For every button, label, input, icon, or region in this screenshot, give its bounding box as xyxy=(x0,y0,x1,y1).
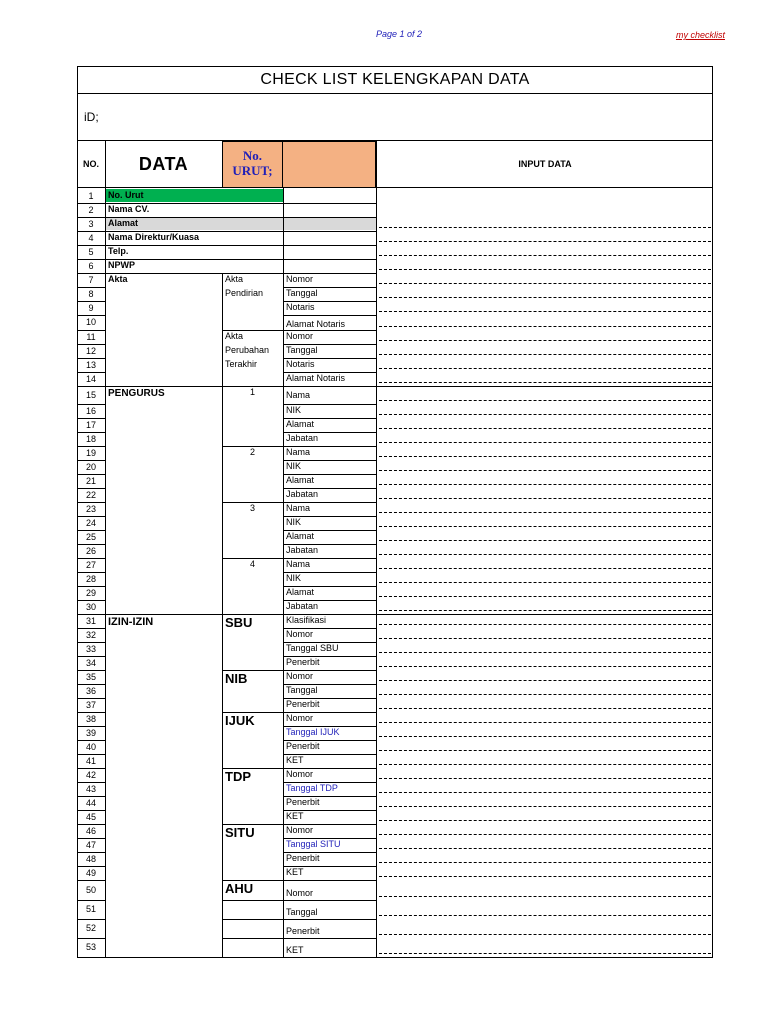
row-line xyxy=(77,938,105,939)
input-line xyxy=(379,442,711,443)
row-number: 19 xyxy=(85,447,96,458)
izin-field-label: Tanggal SBU xyxy=(286,643,339,653)
input-line xyxy=(379,722,711,723)
row-number: 47 xyxy=(85,839,96,850)
row-line xyxy=(77,231,105,232)
input-line xyxy=(379,526,711,527)
akta-field-label: Tanggal xyxy=(286,288,318,298)
input-line xyxy=(379,750,711,751)
row-number: 2 xyxy=(88,204,94,215)
row-line xyxy=(77,344,105,345)
row-number: 23 xyxy=(85,503,96,514)
input-line xyxy=(379,792,711,793)
akta-field-label: Notaris xyxy=(286,359,315,369)
row-line xyxy=(77,488,105,489)
izin-field-label: Nomor xyxy=(286,769,314,779)
pengurus-field-label: Alamat xyxy=(286,587,315,597)
section-divider xyxy=(105,386,713,387)
row-line xyxy=(77,330,105,331)
input-line xyxy=(379,456,711,457)
izin-field-label: Tanggal IJUK xyxy=(286,727,340,737)
input-line xyxy=(379,915,711,916)
pengurus-field-label: NIK xyxy=(286,573,302,583)
input-line xyxy=(379,382,711,383)
group-line xyxy=(222,880,283,881)
data-label: IZIN-IZIN xyxy=(108,616,154,628)
input-line xyxy=(379,241,711,242)
row-line xyxy=(77,628,105,629)
input-line xyxy=(379,638,711,639)
row-line xyxy=(77,698,105,699)
pengurus-field-label: Alamat xyxy=(286,419,315,429)
row-line xyxy=(77,684,105,685)
group-line xyxy=(222,558,283,559)
col-line xyxy=(283,187,284,957)
row-number: 52 xyxy=(85,923,96,933)
izin-group-label: IJUK xyxy=(225,713,255,728)
pengurus-field-label: NIK xyxy=(286,405,302,415)
row-number: 13 xyxy=(85,359,96,370)
row-line xyxy=(77,796,105,797)
row-line xyxy=(77,656,105,657)
pengurus-field-label: Jabatan xyxy=(286,545,319,555)
row-number: 3 xyxy=(88,218,94,229)
izin-field-label: KET xyxy=(286,945,304,955)
pengurus-field-label: Alamat xyxy=(286,531,315,541)
group-line xyxy=(222,446,283,447)
row-line xyxy=(77,866,105,867)
data-label: Alamat xyxy=(108,218,139,228)
data-label: Nama CV. xyxy=(108,204,150,214)
row-number: 35 xyxy=(85,671,96,682)
izin-group-label: SBU xyxy=(225,615,253,630)
input-line xyxy=(379,834,711,835)
izin-field-label: Penerbit xyxy=(286,797,320,807)
column-header-blank xyxy=(283,141,376,188)
col-line xyxy=(222,273,223,957)
row-number: 34 xyxy=(85,657,96,668)
row-number: 11 xyxy=(86,331,96,342)
akta-perubahan-label: Akta xyxy=(225,331,244,341)
input-line xyxy=(379,540,711,541)
field-line xyxy=(283,315,376,316)
row-line xyxy=(105,217,376,218)
row-number: 33 xyxy=(85,643,96,654)
input-line xyxy=(379,820,711,821)
akta-pendirian-label: Akta xyxy=(225,274,244,284)
data-label: No. Urut xyxy=(108,190,144,200)
column-header-no: NO. xyxy=(82,159,99,169)
input-line xyxy=(379,498,711,499)
header-divider xyxy=(77,187,713,188)
row-number: 18 xyxy=(85,433,96,444)
row-number: 6 xyxy=(88,260,94,271)
row-number: 25 xyxy=(85,531,96,542)
row-number: 49 xyxy=(85,867,96,878)
row-line xyxy=(77,273,105,274)
input-line xyxy=(379,554,711,555)
izin-field-label: KET xyxy=(286,755,304,765)
izin-field-label: Penerbit xyxy=(286,657,320,667)
row-number: 4 xyxy=(88,232,94,243)
row-line xyxy=(77,516,105,517)
group-line xyxy=(222,768,283,769)
input-line xyxy=(379,255,711,256)
page-header xyxy=(0,28,768,42)
data-label: PENGURUS xyxy=(108,388,165,399)
col-line xyxy=(376,141,377,957)
izin-field-label: Nomor xyxy=(286,825,314,835)
row-number: 26 xyxy=(85,545,96,556)
row-line xyxy=(77,217,105,218)
row-line xyxy=(77,446,105,447)
row-line xyxy=(77,782,105,783)
row-number: 50 xyxy=(85,884,96,895)
izin-field-label: Penerbit xyxy=(286,741,320,751)
group-line xyxy=(222,919,283,920)
input-line xyxy=(379,876,711,877)
row-number: 27 xyxy=(85,559,96,570)
pengurus-field-label: NIK xyxy=(286,461,302,471)
pengurus-number: 4 xyxy=(250,559,256,569)
row-line xyxy=(77,301,105,302)
pengurus-number: 1 xyxy=(250,387,256,397)
row-line xyxy=(77,600,105,601)
akta-field-label: Alamat Notaris xyxy=(286,319,346,329)
field-line xyxy=(283,938,376,939)
akta-field-label: Nomor xyxy=(286,274,314,284)
input-line xyxy=(379,694,711,695)
input-line xyxy=(379,953,711,954)
row-number: 51 xyxy=(85,904,96,914)
row-number: 38 xyxy=(85,713,96,724)
pengurus-field-label: Nama xyxy=(286,503,311,513)
input-line xyxy=(379,736,711,737)
input-line xyxy=(379,568,711,569)
row-line xyxy=(77,754,105,755)
group-line xyxy=(222,824,283,825)
pengurus-field-label: NIK xyxy=(286,517,302,527)
row-number: 16 xyxy=(85,405,96,416)
input-line xyxy=(379,680,711,681)
input-line xyxy=(379,297,711,298)
row-line xyxy=(77,372,105,373)
highlight-alamat xyxy=(105,217,376,230)
izin-field-label: KET xyxy=(286,811,304,821)
row-line xyxy=(77,386,105,387)
input-line xyxy=(379,512,711,513)
input-line xyxy=(379,610,711,611)
akta-pendirian-label: Pendirian xyxy=(225,288,264,298)
izin-field-label: Tanggal xyxy=(286,907,318,917)
column-header-input: INPUT DATA xyxy=(376,141,713,188)
group-line xyxy=(222,938,283,939)
input-line xyxy=(379,582,711,583)
pengurus-field-label: Jabatan xyxy=(286,433,319,443)
group-line xyxy=(222,670,283,671)
row-number: 48 xyxy=(85,853,96,864)
izin-field-label: Nomor xyxy=(286,629,314,639)
akta-field-label: Tanggal xyxy=(286,345,318,355)
row-number: 22 xyxy=(85,489,96,500)
akta-perubahan-label: Perubahan xyxy=(225,345,270,355)
pengurus-field-label: Nama xyxy=(286,559,311,569)
data-label: Telp. xyxy=(108,246,129,256)
row-number: 46 xyxy=(85,825,96,836)
row-line xyxy=(77,768,105,769)
izin-field-label: Penerbit xyxy=(286,699,320,709)
izin-group-label: NIB xyxy=(225,671,248,686)
row-line xyxy=(77,404,105,405)
section-divider xyxy=(105,614,713,615)
row-line xyxy=(77,544,105,545)
izin-field-label: KET xyxy=(286,867,304,877)
row-number: 44 xyxy=(85,797,96,808)
izin-field-label: Nomor xyxy=(286,888,314,898)
row-line xyxy=(77,824,105,825)
input-line xyxy=(379,414,711,415)
input-line xyxy=(379,311,711,312)
pengurus-number: 3 xyxy=(250,503,256,513)
input-line xyxy=(379,848,711,849)
row-line xyxy=(105,245,376,246)
column-header-urut xyxy=(222,141,283,188)
row-number: 45 xyxy=(85,811,96,822)
row-line xyxy=(77,259,105,260)
field-line xyxy=(283,900,376,901)
group-line xyxy=(222,900,283,901)
row-number: 15 xyxy=(85,389,96,400)
data-label: NPWP xyxy=(108,260,135,270)
row-line xyxy=(77,880,105,881)
input-line xyxy=(379,354,711,355)
input-line xyxy=(379,283,711,284)
row-number: 40 xyxy=(85,741,96,752)
row-line xyxy=(77,740,105,741)
data-label: Akta xyxy=(108,274,128,284)
row-number: 5 xyxy=(88,246,94,257)
row-number: 12 xyxy=(85,345,96,356)
sheet-bottom xyxy=(77,957,713,958)
row-line xyxy=(77,474,105,475)
row-number: 8 xyxy=(88,288,94,299)
row-number: 1 xyxy=(88,190,94,201)
akta-field-label: Notaris xyxy=(286,302,315,312)
input-line xyxy=(379,596,711,597)
input-line xyxy=(379,470,711,471)
row-line xyxy=(77,919,105,920)
izin-field-label: Tanggal SITU xyxy=(286,839,341,849)
column-header-data: DATA xyxy=(138,154,189,174)
row-number: 24 xyxy=(85,517,96,528)
row-line xyxy=(77,432,105,433)
row-number: 10 xyxy=(85,317,96,327)
input-line xyxy=(379,862,711,863)
akta-perubahan-label: Terakhir xyxy=(225,359,258,369)
row-number: 31 xyxy=(85,615,96,626)
row-number: 43 xyxy=(85,783,96,794)
input-line xyxy=(379,666,711,667)
col-line xyxy=(105,141,106,957)
row-line xyxy=(77,900,105,901)
izin-group-label: SITU xyxy=(225,825,255,840)
input-line xyxy=(379,896,711,897)
row-number: 14 xyxy=(85,373,96,384)
row-number: 20 xyxy=(85,461,96,472)
row-line xyxy=(77,502,105,503)
input-line xyxy=(379,400,711,401)
input-line xyxy=(379,227,711,228)
row-line xyxy=(105,259,376,260)
group-line xyxy=(222,712,283,713)
row-line xyxy=(77,245,105,246)
column-header-urut-label: No. URUT; xyxy=(232,148,273,178)
pengurus-field-label: Jabatan xyxy=(286,489,319,499)
row-number: 42 xyxy=(85,769,96,780)
izin-group-label: TDP xyxy=(225,769,251,784)
row-number: 30 xyxy=(85,601,96,612)
pengurus-field-label: Alamat xyxy=(286,475,315,485)
group-line xyxy=(222,502,283,503)
pengurus-field-label: Nama xyxy=(286,390,311,400)
izin-group-label: AHU xyxy=(225,881,254,896)
row-line xyxy=(77,614,105,615)
document-title: CHECK LIST KELENGKAPAN DATA xyxy=(77,66,713,94)
izin-field-label: Nomor xyxy=(286,671,314,681)
row-line xyxy=(77,810,105,811)
input-line xyxy=(379,806,711,807)
izin-field-label: Nomor xyxy=(286,713,314,723)
field-line xyxy=(283,919,376,920)
row-number: 17 xyxy=(85,419,96,430)
input-line xyxy=(379,368,711,369)
pengurus-field-label: Jabatan xyxy=(286,601,319,611)
checklist-sheet xyxy=(77,66,713,966)
row-line xyxy=(77,315,105,316)
input-line xyxy=(379,934,711,935)
row-line xyxy=(77,712,105,713)
row-number: 9 xyxy=(88,302,94,313)
row-number: 21 xyxy=(85,475,96,486)
row-number: 32 xyxy=(85,629,96,640)
input-line xyxy=(379,428,711,429)
input-line xyxy=(379,326,711,327)
input-line xyxy=(379,269,711,270)
row-number: 28 xyxy=(85,573,96,584)
input-line xyxy=(379,708,711,709)
data-label: Nama Direktur/Kuasa xyxy=(108,232,200,242)
row-line xyxy=(77,670,105,671)
row-line xyxy=(77,586,105,587)
row-number: 37 xyxy=(85,699,96,710)
akta-field-label: Alamat Notaris xyxy=(286,373,346,383)
akta-divider xyxy=(222,330,283,331)
izin-field-label: Tanggal xyxy=(286,685,318,695)
row-line xyxy=(77,287,105,288)
row-number: 29 xyxy=(85,587,96,598)
row-line xyxy=(77,642,105,643)
input-line xyxy=(379,340,711,341)
row-line xyxy=(77,203,105,204)
input-line xyxy=(379,652,711,653)
input-line xyxy=(379,764,711,765)
field-line xyxy=(283,880,376,881)
izin-field-label: Tanggal TDP xyxy=(286,783,338,793)
izin-field-label: Penerbit xyxy=(286,853,320,863)
akta-field-label: Nomor xyxy=(286,331,314,341)
row-line xyxy=(77,838,105,839)
row-line xyxy=(77,530,105,531)
row-line xyxy=(77,418,105,419)
row-number: 53 xyxy=(85,942,96,952)
izin-field-label: Penerbit xyxy=(286,926,320,936)
input-line xyxy=(379,624,711,625)
row-number: 7 xyxy=(88,274,94,285)
row-number: 41 xyxy=(85,755,96,766)
row-number: 36 xyxy=(85,685,96,696)
my-checklist-link[interactable]: my checklist xyxy=(675,30,725,40)
input-line xyxy=(379,484,711,485)
izin-field-label: Klasifikasi xyxy=(286,615,327,625)
pengurus-number: 2 xyxy=(250,447,256,457)
id-row xyxy=(77,94,713,141)
page-number: Page 1 of 2 xyxy=(376,29,423,39)
input-line xyxy=(379,778,711,779)
row-line xyxy=(77,852,105,853)
row-line xyxy=(77,572,105,573)
row-line xyxy=(77,726,105,727)
row-line xyxy=(77,358,105,359)
pengurus-field-label: Nama xyxy=(286,447,311,457)
row-line xyxy=(77,460,105,461)
row-number: 39 xyxy=(85,727,96,738)
id-label: iD; xyxy=(84,110,99,124)
row-line xyxy=(77,558,105,559)
